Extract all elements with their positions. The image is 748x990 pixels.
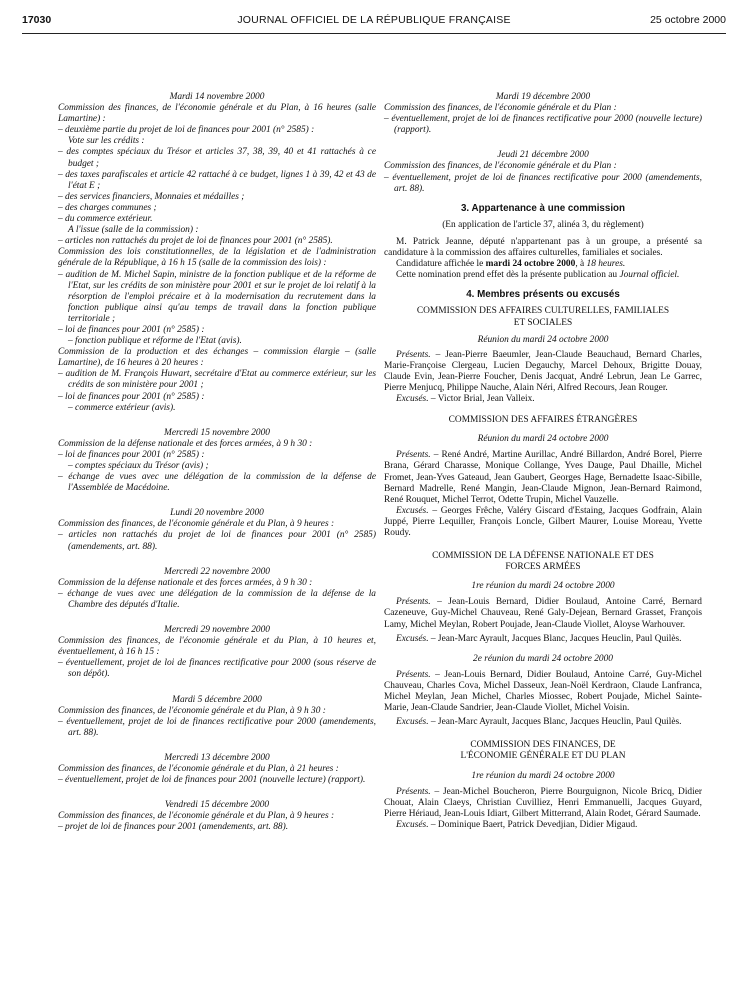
meeting-date: Mardi 14 novembre 2000 (169, 92, 265, 102)
agenda-item: – des charges communes ; (58, 202, 157, 213)
present-members (384, 787, 702, 820)
meeting-date: Mardi 19 décembre 2000 (495, 92, 591, 102)
commission-line: Commission de la défense nationale et des forces armées, à 9 h 30 : (58, 577, 313, 588)
meeting-date: 2e réunion du mardi 24 octobre 2000 (473, 653, 613, 664)
commission-line: Commission des lois constitutionnelles, de la législation et de l'administration générale de la République, à 16 h 15 (salle de la commission des lois) : (58, 247, 376, 269)
commission-line: Commission des finances, de l'économie générale et du Plan, à 9 h 30 : (58, 705, 326, 716)
meeting-date: Mardi 5 décembre 2000 (172, 694, 262, 705)
left-column (58, 92, 376, 833)
excused-members (384, 506, 702, 539)
agenda-item: – des taxes parafiscales et article 42 rattaché à ce budget, lignes 1 à 39, 42 et 43 de l'état E ; (58, 169, 376, 191)
commission-line: Commission de la production et des échanges – commission élargie – (salle Lamartine), de 16 heures à 20 heures : (58, 347, 376, 369)
commission-line: Commission des finances, de l'économie générale et du Plan, à 21 heures : (58, 763, 339, 774)
excused-label: Excusés. (396, 717, 429, 728)
present-list: – Jean-Pierre Baeumler, Jean-Claude Beauchaud, Bernard Charles, Marie-Françoise Clergeau, Lucien Degauchy, Marcel Dehoux, Brigitte Douay, Claude Evin, Jean-Pierre Foucher, Denis Jacquat, André Lebrun, Jean Le Garrec, Pierre Menjucq, Philippe Nauche, Alain Néri, Alfred Recours, Jean Rouger. (384, 349, 702, 393)
present-members (384, 450, 702, 505)
excused-list: – Victor Brial, Jean Valleix. (428, 394, 535, 405)
agenda-item: – loi de finances pour 2001 (n° 2585) : (58, 324, 205, 335)
agenda-item: – éventuellement, projet de loi de finances rectificative pour 2000 (sous réserve de son dépôt). (58, 658, 376, 680)
meeting-date: Mercredi 29 novembre 2000 (164, 625, 270, 636)
present-label: Présents. (396, 786, 431, 797)
commission-line: Commission des finances, de l'économie générale et du Plan, à 10 heures et, éventuellement, à 16 h 15 : (58, 636, 376, 658)
meeting-date: Mercredi 22 novembre 2000 (164, 566, 270, 577)
agenda-item: – deuxième partie du projet de loi de finances pour 2001 (n° 2585) : (58, 125, 315, 136)
excused-label: Excusés. (396, 394, 429, 405)
candidature-date: mardi 24 octobre 2000 (485, 259, 576, 270)
excused-label: Excusés. (396, 819, 429, 830)
meeting-date: Réunion du mardi 24 octobre 2000 (477, 334, 609, 345)
excused-list: – Dominique Baert, Patrick Devedjian, Didier Migaud. (428, 819, 638, 830)
excused-list: – Jean-Marc Ayrault, Jacques Blanc, Jacques Heuclin, Paul Quilès. (428, 717, 682, 728)
agenda-item: – échange de vues avec une délégation de la commission de la défense de l'Assemblée de Macédoine. (58, 472, 376, 494)
commission-line: Commission des finances, de l'économie générale et du Plan : (384, 103, 617, 114)
present-list: – René André, Martine Aurillac, André Billardon, André Borel, Pierre Brana, Gérard Charasse, Monique Collange, Yves Dauge, Paul Dhaille, Michel Fromet, Jean-Yves Gateaud, Jean Gaubert, Georges Hage, Bernadette Isaac-Sibille, Bernard Madrelle, René Mangin, Jean-Claude Mignon, Jean-Bernard Raimond, René Rouquet, Michel Terrot, Odette Trupin, Michel Vauzelle. (384, 450, 702, 505)
meeting-date: Réunion du mardi 24 octobre 2000 (477, 434, 609, 445)
excused-list: – Georges Frêche, Valéry Giscard d'Estaing, Jacques Godfrain, Alain Juppé, Pierre Lequiller, François Loncle, Gilbert Maurer, Louise Moreau, Yvette Roudy. (384, 505, 702, 538)
page-number: 17030 (22, 14, 52, 26)
section-paragraph: M. Patrick Jeanne, député n'appartenant pas à un groupe, a présenté sa candidature à la commission des affaires culturelles, familiales et sociales. (384, 236, 702, 259)
agenda-item: – audition de M. François Huwart, secrétaire d'Etat au commerce extérieur, sur les crédits de son ministère pour 2001 ; (58, 369, 376, 391)
meeting-date: Lundi 20 novembre 2000 (170, 508, 264, 519)
agenda-item: – éventuellement, projet de loi de finances rectificative pour 2000 (amendements, art. 88). (58, 716, 376, 738)
present-members (384, 350, 702, 394)
candidature-paragraph (384, 259, 702, 270)
commission-line: Commission de la défense nationale et des forces armées, à 9 h 30 : (58, 438, 313, 449)
commission-title: COMMISSION DES FINANCES, DE L'ÉCONOMIE GÉNÉRALE ET DU PLAN (460, 740, 626, 762)
meeting-date: 1re réunion du mardi 24 octobre 2000 (471, 581, 615, 592)
agenda-item: – du commerce extérieur. (58, 214, 153, 225)
agenda-item: – des services financiers, Monnaies et médailles ; (58, 191, 245, 202)
header-rule (22, 33, 726, 34)
present-list: – Jean-Louis Bernard, Didier Boulaud, Antoine Carré, Guy-Michel Chauveau, Charles Cova, Michel Dasseux, Jean-Noël Kerdraon, Claude Lanfranca, Michel Meylan, Jean Michel, Charles Miossec, Robert Poujade, Michel Sainte-Marie, Jean-Claude Sandrier, Jean-Claude Viollet, Michel Voisin. (384, 669, 702, 714)
commission-title: COMMISSION DES AFFAIRES CULTURELLES, FAMILIALES ET SOCIALES (416, 306, 670, 328)
commission-line: Commission des finances, de l'économie générale et du Plan, à 9 heures : (58, 811, 335, 822)
agenda-subitem: – commerce extérieur (avis). (68, 402, 176, 413)
agenda-item: – éventuellement, projet de loi de finances rectificative pour 2000 (amendements, art. 88). (384, 172, 702, 194)
agenda-item: – articles non rattachés du projet de loi de finances pour 2001 (n° 2585). (58, 236, 333, 247)
candidature-text: Candidature affichée le (396, 259, 486, 270)
present-label: Présents. (396, 597, 431, 608)
meeting-date: Mercredi 15 novembre 2000 (164, 427, 270, 438)
right-column (384, 92, 702, 831)
meeting-date: Vendredi 15 décembre 2000 (164, 800, 270, 811)
commission-title: COMMISSION DE LA DÉFENSE NATIONALE ET DES FORCES ARMÉES (432, 551, 654, 573)
journal-reference: Journal officiel. (619, 270, 680, 281)
excused-members (384, 717, 702, 728)
excused-members (384, 820, 702, 831)
commission-title: COMMISSION DES AFFAIRES ÉTRANGÈRES (448, 415, 638, 426)
present-label: Présents. (396, 349, 431, 360)
agenda-item: – loi de finances pour 2001 (n° 2585) : (58, 391, 205, 402)
commission-line: Commission des finances, de l'économie générale et du Plan, à 16 heures (salle Lamartine) : (58, 103, 376, 125)
candidature-time: 18 heures. (586, 259, 626, 270)
nomination-paragraph (384, 270, 702, 281)
present-members (384, 597, 702, 630)
agenda-item: – articles non rattachés du projet de loi de finances pour 2001 (n° 2585) (amendements, art. 88). (58, 530, 376, 552)
agenda-subitem: – comptes spéciaux du Trésor (avis) ; (68, 461, 209, 471)
nomination-text: Cette nomination prend effet dès la présente publication au (396, 270, 620, 281)
excused-label: Excusés. (396, 633, 429, 644)
commission-line: Commission des finances, de l'économie générale et du Plan : (384, 161, 617, 172)
journal-title: JOURNAL OFFICIEL DE LA RÉPUBLIQUE FRANÇAISE (237, 14, 511, 26)
page-header (22, 14, 726, 34)
present-label: Présents. (396, 450, 431, 461)
section-note: (En application de l'article 37, alinéa 3, du règlement) (442, 219, 644, 230)
agenda-item: – loi de finances pour 2001 (n° 2585) : (58, 449, 205, 460)
excused-members (384, 634, 702, 645)
section-heading: 3. Appartenance à une commission (460, 202, 626, 214)
section-heading: 4. Membres présents ou excusés (466, 289, 620, 301)
agenda-item: – éventuellement, projet de loi de finances rectificative pour 2000 (nouvelle lecture) (rapport). (384, 114, 702, 136)
candidature-text-2: , à (575, 259, 587, 270)
issue-date: 25 octobre 2000 (650, 14, 726, 26)
excused-label: Excusés. (396, 505, 429, 516)
agenda-item: – échange de vues avec une délégation de la commission de la défense de la Chambre des députés d'Italie. (58, 588, 376, 610)
excused-list: – Jean-Marc Ayrault, Jacques Blanc, Jacques Heuclin, Paul Quilès. (428, 633, 682, 644)
agenda-item: – éventuellement, projet de loi de finances pour 2001 (nouvelle lecture) (rapport). (58, 775, 366, 786)
excused-members (384, 394, 702, 405)
present-members (384, 670, 702, 714)
commission-line: Commission des finances, de l'économie générale et du Plan, à 9 heures : (58, 519, 335, 530)
agenda-item: – des comptes spéciaux du Trésor et articles 37, 38, 39, 40 et 41 rattachés à ce budget ; (58, 147, 376, 169)
agenda-subhead: A l'issue (salle de la commission) : (68, 225, 199, 236)
agenda-subitem: – fonction publique et réforme de l'Etat (avis). (68, 336, 242, 347)
agenda-item: – audition de M. Michel Sapin, ministre de la fonction publique et de la réforme de l'Etat, sur les crédits de son ministère pour 2001 et sur le projet de loi relatif à la résorption de l'emploi précaire et à la modernisation du recrutement dans la fonction publique ainsi qu'au temps de travail dans la fonction publique territoriale ; (58, 269, 376, 324)
present-list: – Jean-Michel Boucheron, Pierre Bourguignon, Nicole Bricq, Didier Chouat, Alain Claeys, Christian Cuvilliez, Henri Emmanuelli, Jacques Guyard, Pierre Hériaud, Jean-Louis Idiart, Gilbert Mitterrand, Alain Rodet, Gérard Saumade. (384, 786, 702, 819)
present-label: Présents. (396, 669, 431, 680)
agenda-subhead: Vote sur les crédits : (68, 136, 145, 147)
meeting-date: Mercredi 13 décembre 2000 (164, 752, 270, 763)
present-list: – Jean-Louis Bernard, Didier Boulaud, Antoine Carré, Bernard Cazeneuve, Guy-Michel Chauveau, René Galy-Dejean, Bernard Grasset, François Lamy, Michel Meylan, Robert Poujade, Jean-Claude Viollet, Aloyse Warhouver. (384, 597, 702, 630)
agenda-item: – projet de loi de finances pour 2001 (amendements, art. 88). (58, 822, 289, 833)
meeting-date: 1re réunion du mardi 24 octobre 2000 (471, 770, 615, 781)
meeting-date: Jeudi 21 décembre 2000 (497, 150, 589, 161)
